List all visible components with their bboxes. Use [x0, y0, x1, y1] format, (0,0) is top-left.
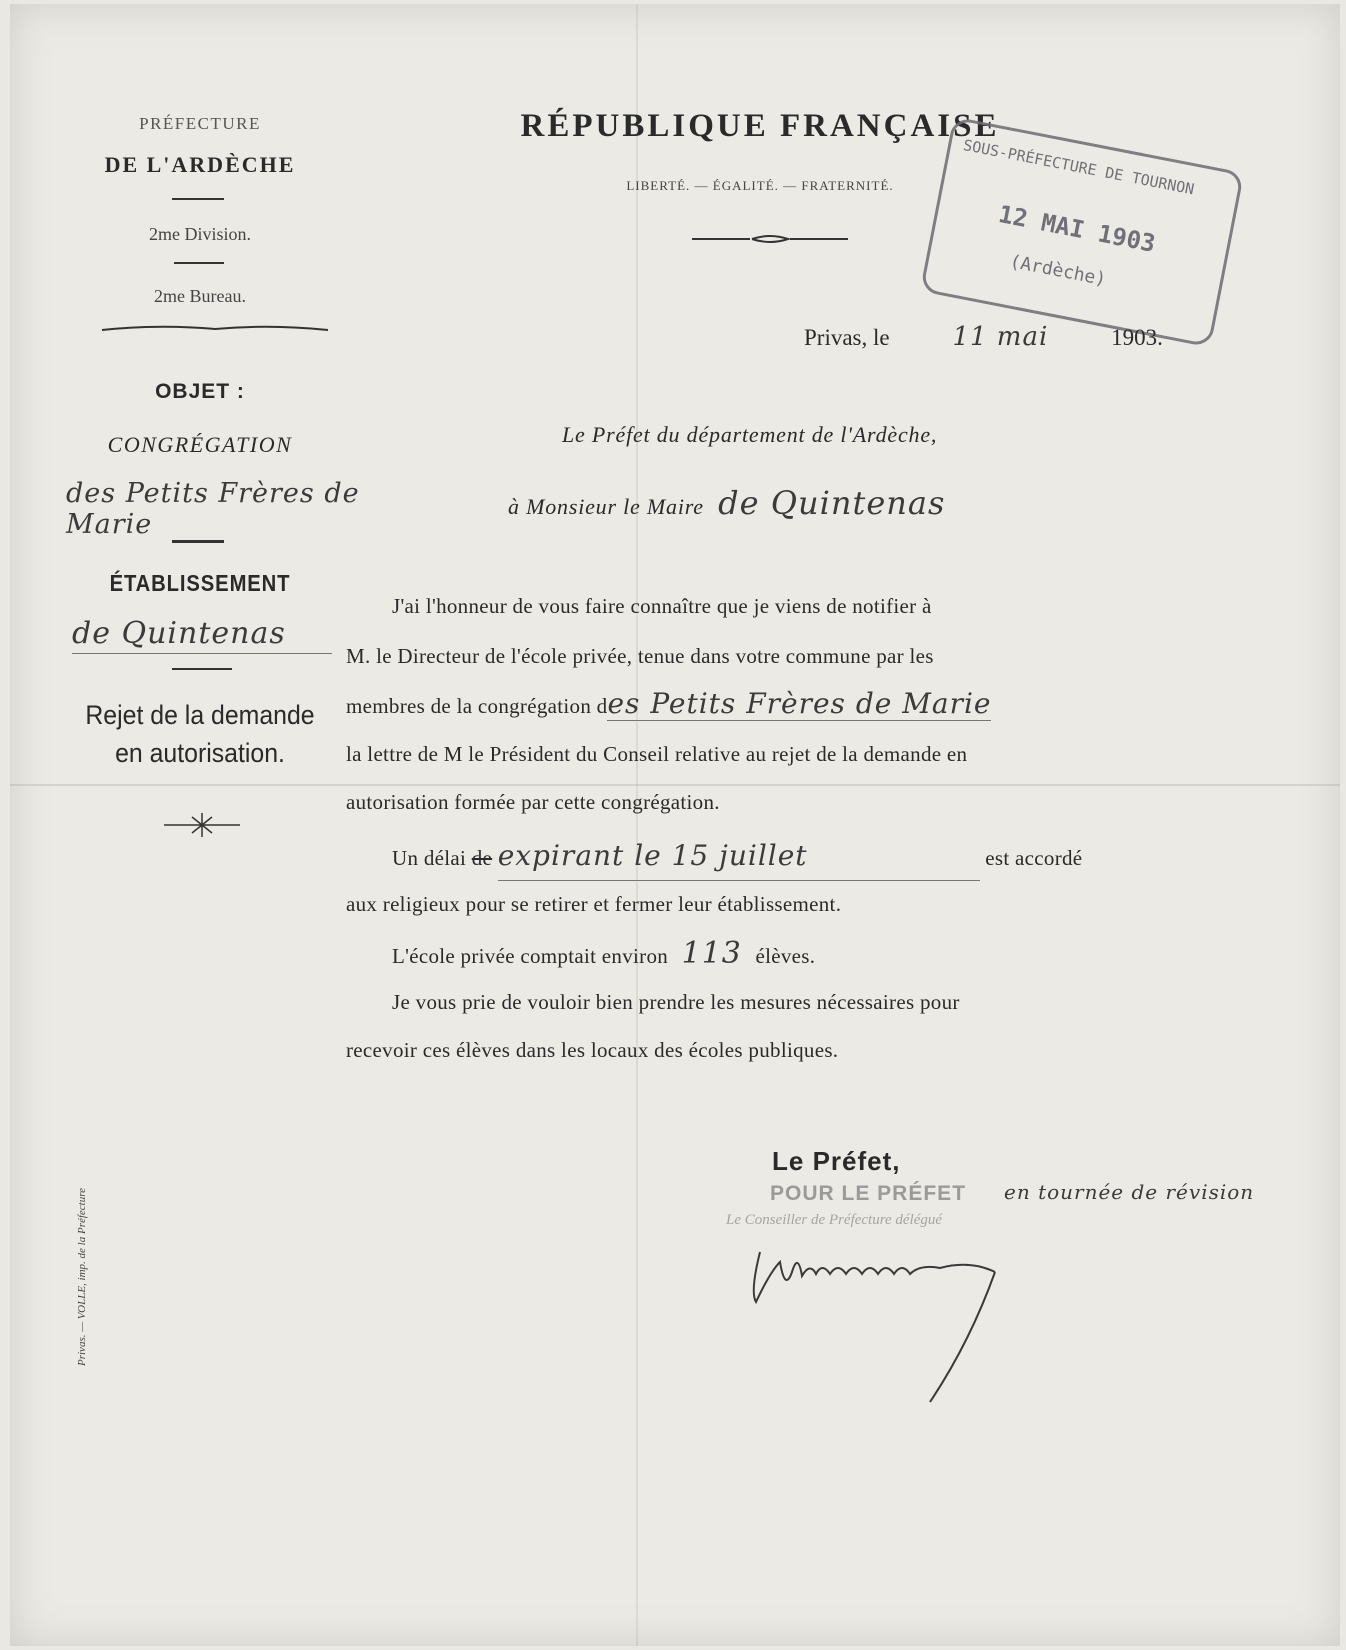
body-line [346, 930, 1170, 980]
stamp-office: SOUS-PRÉFECTURE DE TOURNON [961, 135, 1196, 199]
body-text: membres de la congrégation d [346, 694, 608, 718]
recipient-prefix: à Monsieur le Maire [508, 494, 704, 519]
ornament-divider [690, 232, 850, 246]
body-text: L'école privée comptait environ [392, 944, 669, 968]
handwritten-deadline: expirant le 15 juillet [498, 832, 980, 881]
body-text: élèves. [755, 944, 816, 968]
body-line: la lettre de M le Président du Conseil relative au rejet de la demande en [346, 742, 968, 766]
date-line [804, 322, 1163, 352]
body-text: Un délai [392, 846, 467, 870]
handwritten-signature [740, 1232, 1020, 1412]
printer-credit: Privas. — VOLLE, imp. de la Préfecture [76, 1188, 88, 1366]
objet-label: OBJET : [155, 380, 245, 403]
divider [172, 540, 224, 543]
congregation-label: CONGRÉGATION [107, 432, 293, 457]
congregation-name: des Petits Frères de Marie [66, 478, 360, 540]
handwritten-pupil-count: 113 [681, 936, 742, 971]
date-prefix: Privas, le [804, 325, 890, 350]
ornament-divider [100, 322, 330, 336]
stamp-place: (Ardèche) [1008, 251, 1108, 291]
body-line [346, 680, 1170, 730]
date-handwritten: 11 mai [952, 322, 1049, 352]
prefecture-line1: PRÉFECTURE [139, 114, 261, 133]
divider [172, 198, 224, 200]
division-label: 2me Division. [149, 224, 251, 244]
bureau-label: 2me Bureau. [154, 286, 246, 306]
body-line: aux religieux pour se retirer et fermer leur établissement. [346, 892, 842, 916]
body-line: recevoir ces élèves dans les locaux des écoles publiques. [346, 1038, 839, 1062]
republic-motto: LIBERTÉ. — ÉGALITÉ. — FRATERNITÉ. [626, 178, 894, 193]
stamp-date: 12 MAI 1903 [996, 200, 1158, 258]
etablissement-label: ÉTABLISSEMENT [109, 570, 291, 596]
body-line [346, 832, 1170, 882]
recipient-line [508, 484, 945, 522]
handwritten-congregation: es Petits Frères de Marie [607, 687, 992, 720]
sender-line: Le Préfet du département de l'Ardèche, [562, 422, 938, 447]
signature-note: en tournée de révision [1004, 1180, 1255, 1204]
republic-heading: RÉPUBLIQUE FRANÇAISE [520, 108, 1000, 144]
star-ornament [162, 810, 242, 840]
prefecture-line2: DE L'ARDÈCHE [104, 152, 296, 177]
divider [174, 262, 224, 264]
subject-line2: en autorisation. [115, 738, 285, 768]
pour-le-prefet-stamp: POUR LE PRÉFET [770, 1182, 967, 1205]
divider [172, 668, 232, 670]
body-line: M. le Directeur de l'école privée, tenue dans votre commune par les [346, 644, 934, 668]
body-text: est accordé [985, 846, 1083, 870]
body-line: Je vous prie de vouloir bien prendre les mesures nécessaires pour [392, 990, 960, 1014]
date-year: 1903. [1111, 325, 1163, 350]
body-line: autorisation formée par cette congrégation. [346, 790, 720, 814]
signature-title: Le Préfet, [772, 1146, 901, 1176]
subject-line1: Rejet de la demande [85, 700, 315, 730]
recipient-handwritten: de Quintenas [718, 484, 946, 522]
body-line: J'ai l'honneur de vous faire connaître que je viens de notifier à [392, 594, 932, 618]
struck-word: de [471, 846, 493, 870]
conseiller-stamp: Le Conseiller de Préfecture délégué [726, 1212, 943, 1228]
etablissement-name: de Quintenas [72, 616, 332, 654]
